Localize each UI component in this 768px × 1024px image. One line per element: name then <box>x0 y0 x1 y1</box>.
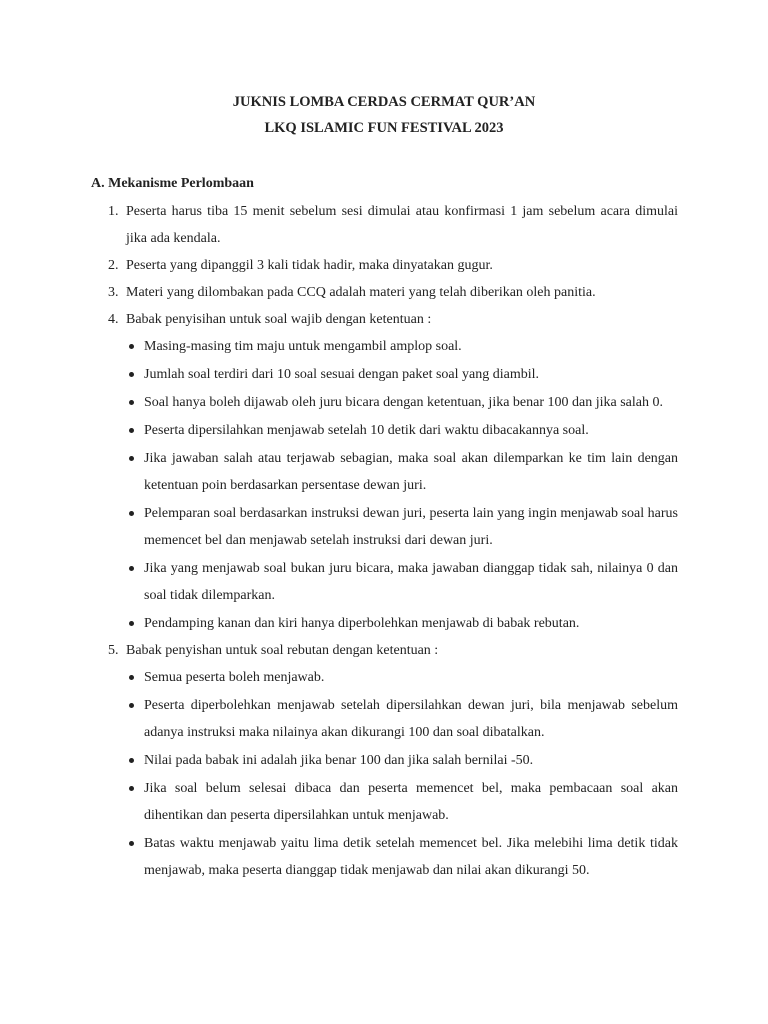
bullet-icon <box>129 456 134 461</box>
bullet-icon <box>129 566 134 571</box>
bullet-icon <box>129 841 134 846</box>
rule-5-bullets <box>126 664 678 884</box>
list-item <box>126 830 678 884</box>
bullet-text: Pendamping kanan dan kiri hanya diperbolehkan menjawab di babak rebutan. <box>144 616 580 631</box>
list-number: 4. <box>108 312 119 327</box>
list-item <box>126 389 678 416</box>
bullet-text: Pelemparan soal berdasarkan instruksi dewan juri, peserta lain yang ingin menjawab soal harus memencet bel dan menjawab setelah instruksi dari dewan juri. <box>144 506 678 548</box>
bullet-text: Soal hanya boleh dijawab oleh juru bicara dengan ketentuan, jika benar 100 dan jika salah 0. <box>144 395 663 410</box>
list-item <box>126 333 678 360</box>
list-number: 1. <box>108 204 119 219</box>
bullet-text: Peserta dipersilahkan menjawab setelah 10 detik dari waktu dibacakannya soal. <box>144 423 589 438</box>
list-item <box>126 610 678 637</box>
rule-4-bullets <box>126 333 678 637</box>
bullet-icon <box>129 758 134 763</box>
rule-item-2 <box>108 252 678 279</box>
rule-text: Peserta yang dipanggil 3 kali tidak hadir, maka dinyatakan gugur. <box>126 258 493 273</box>
rule-item-3 <box>108 279 678 306</box>
bullet-text: Jika soal belum selesai dibaca dan peserta memencet bel, maka pembacaan soal akan dihentikan dan peserta dipersilahkan untuk menjawab. <box>144 781 678 823</box>
bullet-icon <box>129 511 134 516</box>
bullet-text: Jika yang menjawab soal bukan juru bicara, maka jawaban dianggap tidak sah, nilainya 0 dan soal tidak dilemparkan. <box>144 561 678 603</box>
list-item <box>126 664 678 691</box>
list-item <box>126 361 678 388</box>
bullet-icon <box>129 344 134 349</box>
bullet-icon <box>129 621 134 626</box>
bullet-icon <box>129 675 134 680</box>
rule-text: Babak penyishan untuk soal rebutan dengan ketentuan : <box>126 643 439 658</box>
list-item <box>126 417 678 444</box>
document-subtitle: LKQ ISLAMIC FUN FESTIVAL 2023 <box>264 120 504 136</box>
bullet-icon <box>129 428 134 433</box>
bullet-icon <box>129 786 134 791</box>
bullet-text: Peserta diperbolehkan menjawab setelah dipersilahkan dewan juri, bila menjawab sebelum adanya instruksi maka nilainya akan dikurangi 100 dan soal dibatalkan. <box>144 698 678 740</box>
bullet-text: Jika jawaban salah atau terjawab sebagian, maka soal akan dilemparkan ke tim lain dengan ketentuan poin berdasarkan persentase dewan juri. <box>144 451 678 493</box>
document-title: JUKNIS LOMBA CERDAS CERMAT QUR’AN <box>232 94 536 110</box>
rule-text: Materi yang dilombakan pada CCQ adalah materi yang telah diberikan oleh panitia. <box>126 285 596 300</box>
rule-text: Babak penyisihan untuk soal wajib dengan ketentuan : <box>126 312 432 327</box>
list-item <box>126 692 678 746</box>
bullet-text: Batas waktu menjawab yaitu lima detik setelah memencet bel. Jika melebihi lima detik tidak menjawab, maka peserta dianggap tidak menjawab dan nilai akan dikurangi 50. <box>144 836 678 878</box>
rule-item-4 <box>108 306 678 637</box>
section-a-heading: A. Mekanisme Perlombaan <box>91 176 254 191</box>
list-item <box>126 500 678 554</box>
rule-text: Peserta harus tiba 15 menit sebelum sesi dimulai atau konfirmasi 1 jam sebelum acara dimulai jika ada kendala. <box>126 204 678 246</box>
bullet-text: Jumlah soal terdiri dari 10 soal sesuai dengan paket soal yang diambil. <box>144 367 540 382</box>
list-item <box>126 445 678 499</box>
rule-item-1 <box>108 198 678 252</box>
bullet-icon <box>129 400 134 405</box>
bullet-text: Nilai pada babak ini adalah jika benar 100 dan jika salah bernilai -50. <box>144 753 534 768</box>
list-item <box>126 555 678 609</box>
bullet-icon <box>129 372 134 377</box>
list-number: 2. <box>108 258 119 273</box>
bullet-icon <box>129 703 134 708</box>
bullet-text: Semua peserta boleh menjawab. <box>144 670 325 685</box>
bullet-text: Masing-masing tim maju untuk mengambil amplop soal. <box>144 339 462 354</box>
list-item <box>126 747 678 774</box>
list-item <box>126 775 678 829</box>
rule-item-5 <box>108 637 678 884</box>
rules-list <box>108 198 678 884</box>
list-number: 5. <box>108 643 119 658</box>
list-number: 3. <box>108 285 119 300</box>
